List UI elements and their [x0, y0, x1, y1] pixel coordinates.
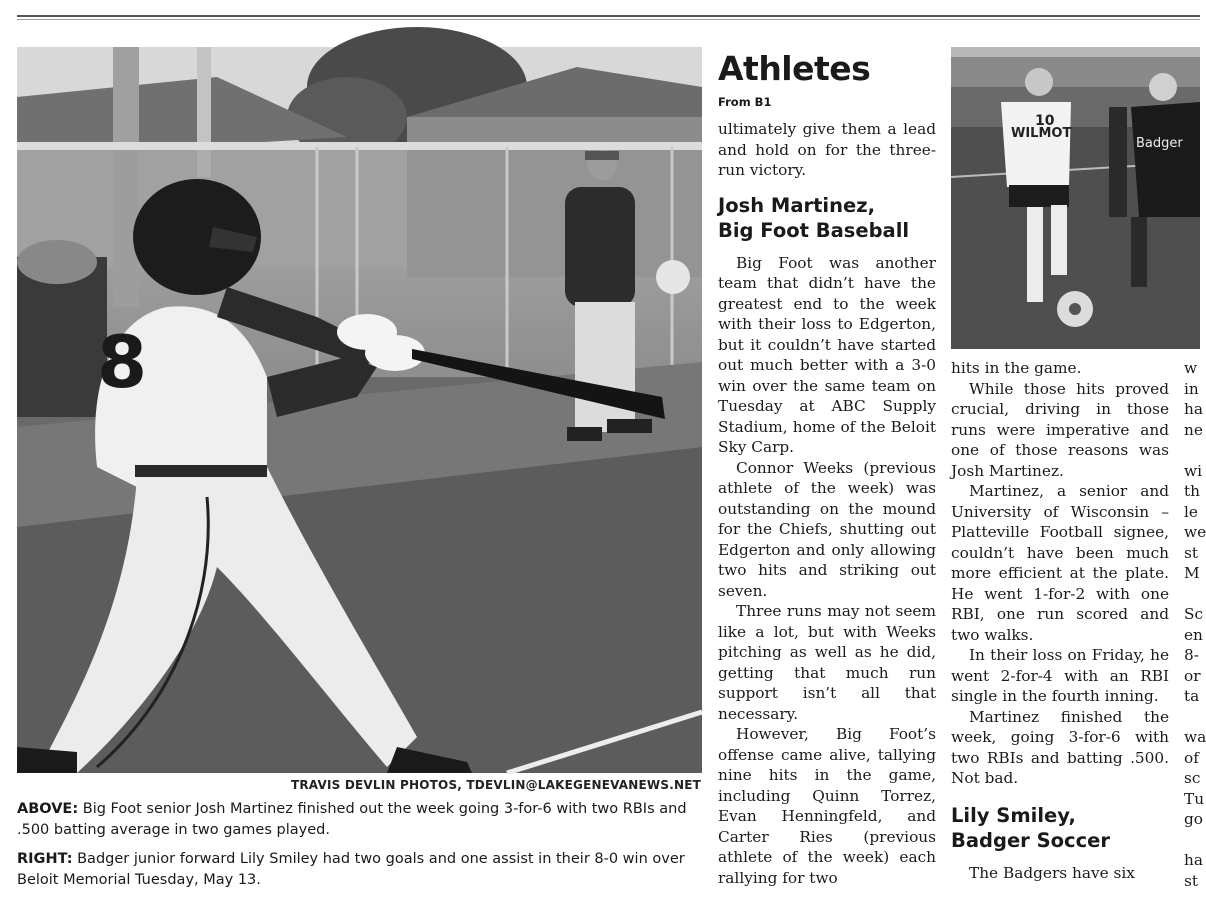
- section1-paragraph: Connor Weeks (previous athlete of the week) was outstanding on the mound for the Chiefs, shutting out Edgerton and only allowing two hits and striking out seven.: [718, 458, 936, 600]
- page-top-rule: [17, 15, 1200, 17]
- col4-fragment: in: [1184, 379, 1199, 398]
- col4-fragment: of: [1184, 748, 1199, 767]
- section2-heading-line2: Badger Soccer: [951, 828, 1110, 852]
- col4-fragment: go: [1184, 810, 1204, 828]
- col4-fragment: [1184, 440, 1200, 461]
- col3-paragraph: While those hits proved crucial, driving in those runs were imperative and one of those reasons was Josh Martinez.: [951, 379, 1169, 480]
- caption-above-label: ABOVE:: [17, 801, 79, 817]
- col4-fragment: le: [1184, 502, 1198, 521]
- col4-fragment: [1184, 584, 1200, 605]
- article-title: Athletes: [718, 49, 871, 88]
- caption-right-label: RIGHT:: [17, 851, 73, 867]
- section1-paragraph: Three runs may not seem like a lot, but with Weeks pitching as well as he did, getting that much run support isn’t all that necessary.: [718, 602, 936, 723]
- col4-fragment: st: [1184, 543, 1198, 562]
- soccer-jersey-number: 10: [1035, 113, 1055, 129]
- section1-heading-line2: Big Foot Baseball: [718, 218, 910, 242]
- section2-heading-line1: Lily Smiley,: [951, 803, 1076, 827]
- article-column-2: [951, 358, 1169, 883]
- col3-paragraph: Martinez, a senior and University of Wisconsin – Platteville Football signee, couldn’t have been much more efficient at the plate. He went 1-for-2 with one RBI, one run scored and two walks.: [951, 482, 1169, 644]
- col3-paragraph: Martinez finished the week, going 3-for-6 with two RBIs and batting .500. Not bad.: [951, 707, 1169, 787]
- col4-fragment: M: [1184, 564, 1200, 582]
- section2-start: The Badgers have six: [969, 863, 1135, 882]
- col4-fragment: wa: [1184, 728, 1206, 746]
- col4-fragment: or: [1184, 666, 1201, 685]
- col4-fragment: th: [1184, 482, 1200, 500]
- col3-paragraph: In their loss on Friday, he went 2-for-4 with an RBI single in the fourth inning.: [951, 646, 1169, 705]
- lead-paragraph: ultimately give them a lead and hold on for the three-run victory.: [718, 120, 936, 179]
- col4-fragment: en: [1184, 625, 1203, 644]
- baseball-photo: [17, 47, 702, 773]
- soccer-jersey-text: WILMOT: [1011, 126, 1072, 141]
- caption-right-text: Badger junior forward Lily Smiley had two goals and one assist in their 8-0 win over Beloit Memorial Tuesday, May 13.: [17, 851, 685, 888]
- col4-fragment: [1184, 707, 1200, 728]
- col4-fragment: we: [1184, 523, 1206, 541]
- photo-credit: TRAVIS DEVLIN PHOTOS, TDEVLIN@LAKEGENEVANEWS.NET: [290, 778, 701, 792]
- col4-fragment: ta: [1184, 687, 1200, 705]
- col4-fragment: ha: [1184, 851, 1203, 869]
- jump-from-label: From B1: [718, 95, 772, 109]
- batter-jersey-number: 8: [97, 320, 148, 404]
- section1-paragraph: Big Foot was another team that didn’t have the greatest end to the week with their loss to Edgerton, but it couldn’t have started out much better with a 3-0 win over the same team on Tuesday at ABC Supply Stadium, home of the Beloit Sky Carp.: [718, 253, 936, 456]
- col3-continuation: hits in the game.: [951, 359, 1082, 377]
- article-column-3-clipped: [1184, 358, 1206, 891]
- col4-fragment: st: [1184, 871, 1198, 890]
- col4-fragment: wi: [1184, 461, 1202, 480]
- opponent-jersey-text: Badger: [1136, 136, 1183, 151]
- soccer-photo: [951, 47, 1200, 349]
- col4-fragment: Sc: [1184, 605, 1204, 623]
- caption-right: [17, 849, 707, 891]
- caption-above: [17, 799, 707, 841]
- col4-fragment: sc: [1184, 769, 1201, 787]
- col4-fragment: 8-: [1184, 646, 1199, 664]
- col4-fragment: [1184, 830, 1200, 851]
- section1-paragraph: However, Big Foot’s offense came alive, tallying nine hits in the game, including Quinn Torrez, Evan Henningfeld, and Carter Ries (previous athlete of the week) each rallying for two: [718, 725, 936, 887]
- caption-above-text: Big Foot senior Josh Martinez finished out the week going 3-for-6 with two RBIs and .500 batting average in two games played.: [17, 801, 687, 838]
- article-column-1: [718, 50, 936, 888]
- col4-fragment: Tu: [1184, 789, 1205, 808]
- col4-fragment: ne: [1184, 420, 1203, 439]
- page-top-rule-thin: [17, 19, 1200, 20]
- section1-heading-line1: Josh Martinez,: [718, 193, 875, 217]
- col4-fragment: w: [1184, 359, 1198, 377]
- col4-fragment: ha: [1184, 400, 1203, 418]
